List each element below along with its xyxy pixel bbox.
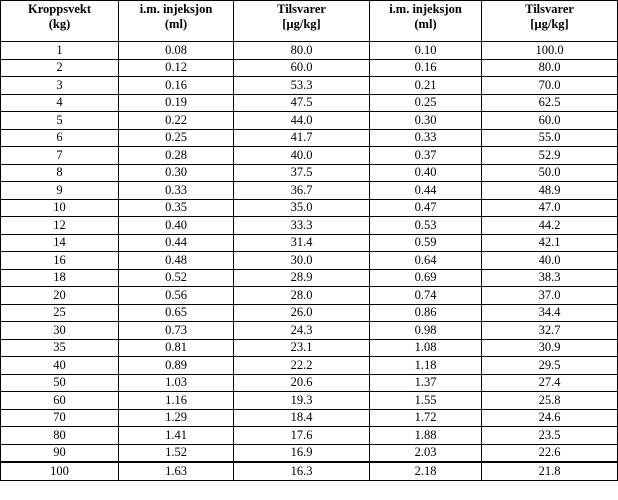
cell-equivalent-1: 35.0 xyxy=(234,199,370,217)
cell-body-weight: 16 xyxy=(1,252,119,270)
table-row xyxy=(1,199,618,217)
cell-im-injection-2: 1.88 xyxy=(370,427,482,445)
table-row xyxy=(1,357,618,375)
cell-equivalent-2: 34.4 xyxy=(482,304,618,322)
cell-im-injection-1: 0.12 xyxy=(119,59,234,77)
cell-im-injection-2: 0.40 xyxy=(370,164,482,182)
cell-equivalent-2: 29.5 xyxy=(482,357,618,375)
cell-equivalent-2: 21.8 xyxy=(482,462,618,481)
cell-im-injection-1: 0.35 xyxy=(119,199,234,217)
cell-equivalent-1: 16.9 xyxy=(234,444,370,462)
cell-equivalent-2: 32.7 xyxy=(482,322,618,340)
cell-equivalent-2: 100.0 xyxy=(482,42,618,60)
cell-im-injection-1: 0.33 xyxy=(119,182,234,200)
cell-im-injection-1: 1.52 xyxy=(119,444,234,462)
cell-im-injection-1: 0.48 xyxy=(119,252,234,270)
cell-im-injection-1: 0.56 xyxy=(119,287,234,305)
table-row xyxy=(1,112,618,130)
cell-equivalent-1: 20.6 xyxy=(234,374,370,392)
cell-equivalent-2: 55.0 xyxy=(482,129,618,147)
table-row xyxy=(1,59,618,77)
cell-body-weight: 6 xyxy=(1,129,119,147)
cell-im-injection-2: 0.47 xyxy=(370,199,482,217)
cell-body-weight: 8 xyxy=(1,164,119,182)
cell-equivalent-2: 22.6 xyxy=(482,444,618,462)
cell-equivalent-1: 47.5 xyxy=(234,94,370,112)
table-row xyxy=(1,462,618,481)
cell-im-injection-2: 0.74 xyxy=(370,287,482,305)
cell-equivalent-1: 41.7 xyxy=(234,129,370,147)
table-row xyxy=(1,77,618,95)
cell-equivalent-2: 25.8 xyxy=(482,392,618,410)
table-row xyxy=(1,164,618,182)
cell-im-injection-2: 1.18 xyxy=(370,357,482,375)
cell-body-weight: 80 xyxy=(1,427,119,445)
cell-body-weight: 14 xyxy=(1,234,119,252)
cell-equivalent-1: 28.9 xyxy=(234,269,370,287)
cell-equivalent-1: 36.7 xyxy=(234,182,370,200)
cell-equivalent-1: 17.6 xyxy=(234,427,370,445)
cell-im-injection-1: 1.03 xyxy=(119,374,234,392)
cell-body-weight: 50 xyxy=(1,374,119,392)
cell-equivalent-1: 80.0 xyxy=(234,42,370,60)
cell-equivalent-2: 27.4 xyxy=(482,374,618,392)
header-im-injection-1: i.m. injeksjon (ml) xyxy=(119,1,234,42)
table-row xyxy=(1,182,618,200)
cell-equivalent-1: 22.2 xyxy=(234,357,370,375)
cell-equivalent-1: 30.0 xyxy=(234,252,370,270)
table-row xyxy=(1,217,618,235)
cell-im-injection-2: 0.59 xyxy=(370,234,482,252)
cell-equivalent-1: 44.0 xyxy=(234,112,370,130)
table-row xyxy=(1,42,618,60)
table-row xyxy=(1,94,618,112)
cell-body-weight: 20 xyxy=(1,287,119,305)
cell-equivalent-2: 62.5 xyxy=(482,94,618,112)
cell-equivalent-1: 23.1 xyxy=(234,339,370,357)
cell-im-injection-1: 0.40 xyxy=(119,217,234,235)
cell-equivalent-1: 16.3 xyxy=(234,462,370,481)
cell-im-injection-2: 1.08 xyxy=(370,339,482,357)
table-row xyxy=(1,427,618,445)
cell-equivalent-1: 40.0 xyxy=(234,147,370,165)
cell-body-weight: 100 xyxy=(1,462,119,481)
cell-body-weight: 70 xyxy=(1,409,119,427)
cell-im-injection-2: 2.03 xyxy=(370,444,482,462)
cell-im-injection-1: 0.08 xyxy=(119,42,234,60)
table-row xyxy=(1,147,618,165)
cell-body-weight: 10 xyxy=(1,199,119,217)
cell-im-injection-2: 1.72 xyxy=(370,409,482,427)
cell-im-injection-2: 0.44 xyxy=(370,182,482,200)
cell-im-injection-2: 1.37 xyxy=(370,374,482,392)
cell-im-injection-2: 2.18 xyxy=(370,462,482,481)
table-row xyxy=(1,129,618,147)
cell-im-injection-2: 0.25 xyxy=(370,94,482,112)
cell-im-injection-1: 1.63 xyxy=(119,462,234,481)
cell-equivalent-1: 60.0 xyxy=(234,59,370,77)
cell-im-injection-2: 1.55 xyxy=(370,392,482,410)
cell-im-injection-2: 0.33 xyxy=(370,129,482,147)
cell-body-weight: 2 xyxy=(1,59,119,77)
table-row xyxy=(1,269,618,287)
cell-im-injection-2: 0.98 xyxy=(370,322,482,340)
cell-equivalent-1: 24.3 xyxy=(234,322,370,340)
cell-equivalent-2: 47.0 xyxy=(482,199,618,217)
cell-im-injection-1: 0.89 xyxy=(119,357,234,375)
cell-body-weight: 7 xyxy=(1,147,119,165)
cell-body-weight: 35 xyxy=(1,339,119,357)
cell-equivalent-1: 28.0 xyxy=(234,287,370,305)
cell-im-injection-2: 0.21 xyxy=(370,77,482,95)
cell-equivalent-2: 42.1 xyxy=(482,234,618,252)
cell-equivalent-1: 37.5 xyxy=(234,164,370,182)
cell-body-weight: 5 xyxy=(1,112,119,130)
cell-im-injection-1: 0.30 xyxy=(119,164,234,182)
cell-equivalent-2: 60.0 xyxy=(482,112,618,130)
cell-equivalent-2: 70.0 xyxy=(482,77,618,95)
table-body xyxy=(1,42,618,481)
table-row xyxy=(1,234,618,252)
table-row xyxy=(1,392,618,410)
cell-equivalent-2: 23.5 xyxy=(482,427,618,445)
cell-equivalent-1: 31.4 xyxy=(234,234,370,252)
table-row xyxy=(1,322,618,340)
cell-im-injection-1: 0.25 xyxy=(119,129,234,147)
cell-im-injection-1: 0.22 xyxy=(119,112,234,130)
header-im-injection-2: i.m. injeksjon (ml) xyxy=(370,1,482,42)
header-equivalent-2: Tilsvarer [µg/kg] xyxy=(482,1,618,42)
cell-im-injection-1: 0.65 xyxy=(119,304,234,322)
cell-equivalent-2: 30.9 xyxy=(482,339,618,357)
cell-im-injection-1: 1.41 xyxy=(119,427,234,445)
cell-equivalent-1: 18.4 xyxy=(234,409,370,427)
cell-body-weight: 30 xyxy=(1,322,119,340)
cell-equivalent-2: 48.9 xyxy=(482,182,618,200)
cell-equivalent-1: 53.3 xyxy=(234,77,370,95)
cell-equivalent-2: 80.0 xyxy=(482,59,618,77)
cell-body-weight: 18 xyxy=(1,269,119,287)
cell-im-injection-2: 0.69 xyxy=(370,269,482,287)
cell-im-injection-1: 0.28 xyxy=(119,147,234,165)
table-row xyxy=(1,409,618,427)
cell-equivalent-1: 19.3 xyxy=(234,392,370,410)
cell-im-injection-1: 0.44 xyxy=(119,234,234,252)
cell-im-injection-1: 0.73 xyxy=(119,322,234,340)
cell-body-weight: 1 xyxy=(1,42,119,60)
table-row xyxy=(1,339,618,357)
cell-equivalent-1: 33.3 xyxy=(234,217,370,235)
cell-body-weight: 3 xyxy=(1,77,119,95)
header-equivalent-1: Tilsvarer [µg/kg] xyxy=(234,1,370,42)
cell-body-weight: 9 xyxy=(1,182,119,200)
cell-im-injection-2: 0.53 xyxy=(370,217,482,235)
cell-equivalent-1: 26.0 xyxy=(234,304,370,322)
cell-equivalent-2: 24.6 xyxy=(482,409,618,427)
cell-im-injection-1: 0.52 xyxy=(119,269,234,287)
cell-equivalent-2: 44.2 xyxy=(482,217,618,235)
table-row xyxy=(1,252,618,270)
table-row xyxy=(1,287,618,305)
cell-equivalent-2: 52.9 xyxy=(482,147,618,165)
cell-body-weight: 60 xyxy=(1,392,119,410)
cell-im-injection-1: 0.81 xyxy=(119,339,234,357)
cell-im-injection-1: 0.16 xyxy=(119,77,234,95)
cell-body-weight: 40 xyxy=(1,357,119,375)
table-row xyxy=(1,444,618,462)
cell-equivalent-2: 50.0 xyxy=(482,164,618,182)
cell-im-injection-2: 0.10 xyxy=(370,42,482,60)
cell-body-weight: 25 xyxy=(1,304,119,322)
cell-equivalent-2: 40.0 xyxy=(482,252,618,270)
cell-body-weight: 4 xyxy=(1,94,119,112)
cell-im-injection-2: 0.37 xyxy=(370,147,482,165)
table-row xyxy=(1,374,618,392)
cell-im-injection-2: 0.30 xyxy=(370,112,482,130)
cell-im-injection-1: 0.19 xyxy=(119,94,234,112)
cell-im-injection-1: 1.29 xyxy=(119,409,234,427)
cell-equivalent-2: 37.0 xyxy=(482,287,618,305)
header-body-weight: Kroppsvekt (kg) xyxy=(1,1,119,42)
cell-im-injection-1: 1.16 xyxy=(119,392,234,410)
cell-im-injection-2: 0.86 xyxy=(370,304,482,322)
cell-body-weight: 12 xyxy=(1,217,119,235)
header-row xyxy=(1,1,618,42)
cell-equivalent-2: 38.3 xyxy=(482,269,618,287)
cell-body-weight: 90 xyxy=(1,444,119,462)
cell-im-injection-2: 0.16 xyxy=(370,59,482,77)
table-row xyxy=(1,304,618,322)
cell-im-injection-2: 0.64 xyxy=(370,252,482,270)
